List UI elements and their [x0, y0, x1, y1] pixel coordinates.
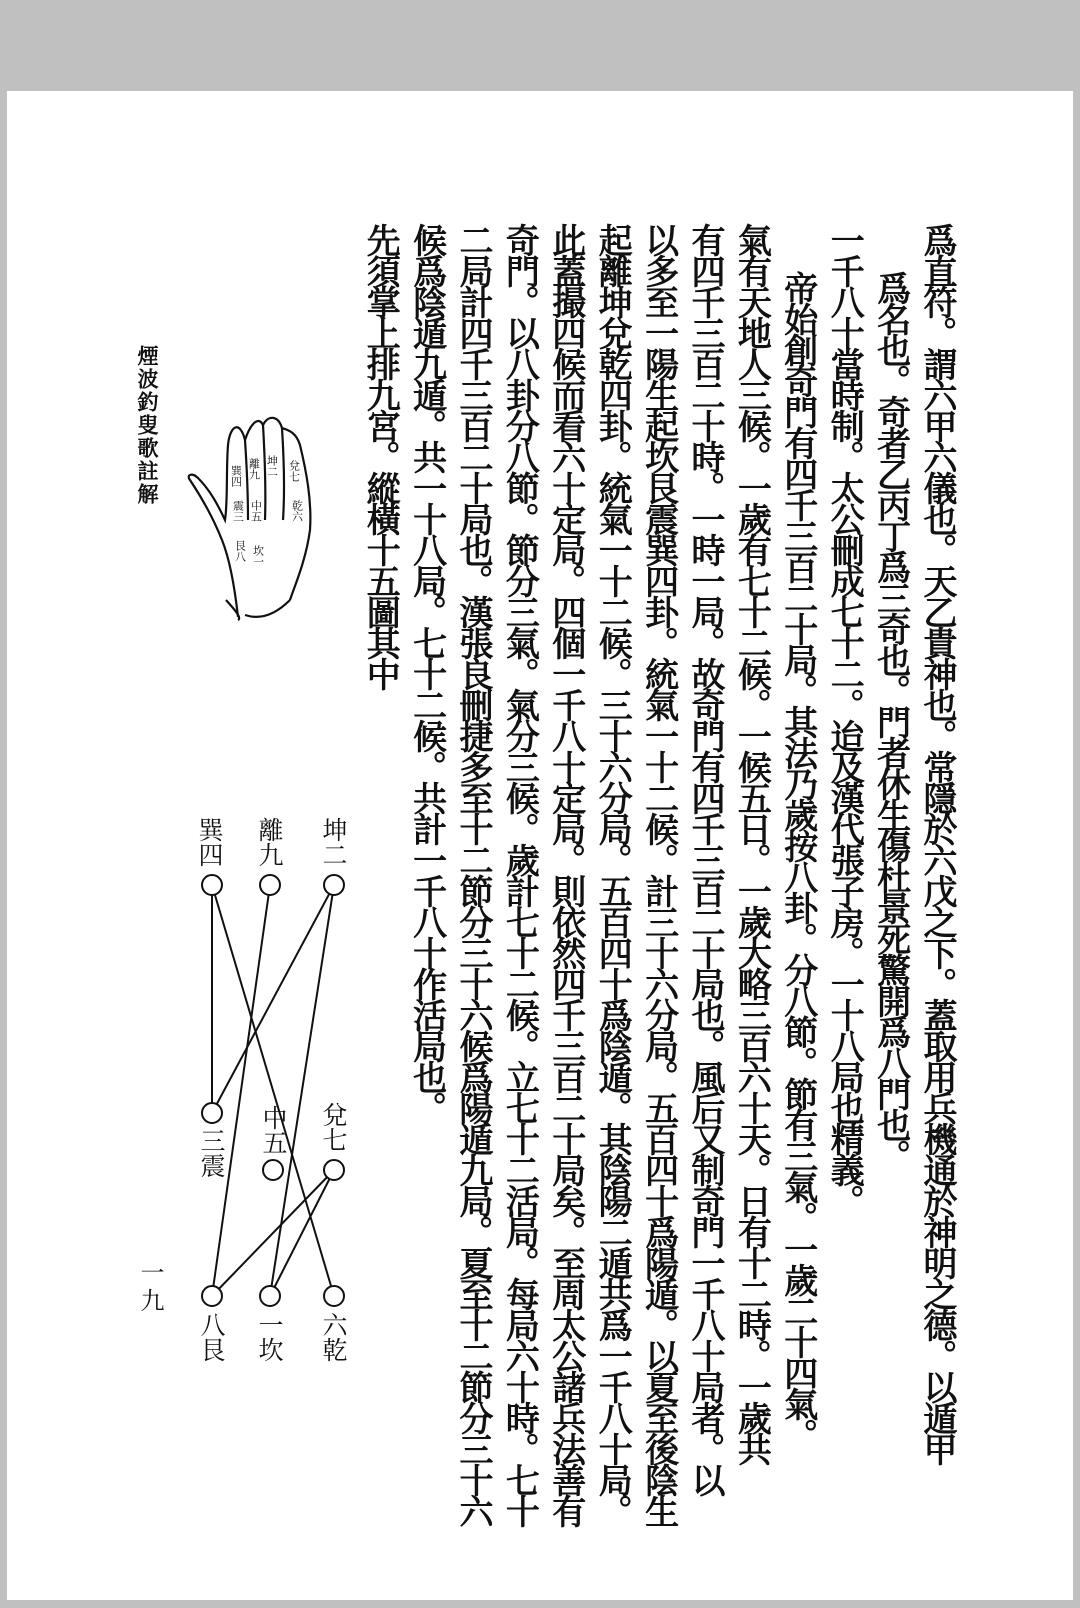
book-page [7, 91, 1073, 1600]
text-column: 爲直符。謂六甲六儀也。天乙貴神也。常隱於六戊之下。蓋取用兵機通於神明之德。以遁甲 [917, 223, 957, 1463]
text-column: 爲名也。奇者乙丙丁爲三奇也。門者休生傷杜景死驚開爲八門也。 [870, 271, 911, 1170]
text-column: 奇門。以八卦分八節。節分三氣。氣分三候。歲計七十二候。立七十二活局。每局六十時。七十 [499, 223, 540, 1525]
text-column: 一千八十當時制。太公刪成七十二。迨及漢代張子房。一十八局也精義。 [824, 223, 865, 1215]
text-column: 二局計四千三百二十局也。漢張良刪捷多至十二節分三十六候爲陽遁九局。夏至十二節分三十六 [453, 223, 493, 1525]
label-zhen3: 三震 [197, 1128, 226, 1178]
text-column: 以多至一陽生起坎艮震巽四卦。統氣一十二候。計三十六分局。五百四十爲陽遁。以夏至後陰生 [638, 223, 679, 1525]
text-column: 起離坤兌乾四卦。統氣一十二候。三十六分局。五百四十爲陰遁。其陰陽二遁共爲一千八十局。 [592, 223, 633, 1525]
book-title: 煙波釣叟歌註解 [135, 345, 160, 506]
label-gen8: 八艮 [197, 1312, 226, 1362]
text-column: 此蓋撮四候而看六十定局。四個一千八十定局。則依然四千三百二十局矣。至周太公諸兵法善有 [545, 223, 586, 1525]
text-column: 先須掌上排九宮。縱橫十五圖其中 [360, 223, 401, 688]
hand-label-qian6: 乾六 [290, 500, 304, 522]
label-kan1: 一坎 [255, 1312, 284, 1362]
label-kun2: 坤二 [319, 817, 348, 867]
label-dui7: 兌七 [319, 1102, 348, 1152]
text-column: 氣有天地人三候。一歲有七十二候。一候五日。一歲大略三百六十天。日有十二時。一歲共 [731, 223, 772, 1463]
hand-label-li9: 離九 [247, 458, 261, 480]
text-column: 候爲陰遁九遁。共一十八局。七十二候。共計一千八十作活局也。 [406, 223, 447, 1122]
hand-label-kan1: 坎一 [251, 545, 265, 567]
label-zhong5: 中五 [259, 1105, 288, 1155]
hand-label-kun2: 坤二 [265, 455, 279, 477]
hand-label-xun4: 巽四 [229, 465, 243, 487]
hand-label-zhong5: 中五 [249, 500, 263, 522]
label-xun4: 巽四 [195, 817, 224, 867]
hand-label-dui7: 兌七 [287, 460, 301, 482]
text-column: 帝始創奇門有四千三百二十局。其法乃歲按八卦。分八節。節有三氣。一歲二十四氣。 [777, 271, 818, 1449]
hand-label-zhen3: 震三 [231, 500, 245, 522]
label-li9: 離九 [255, 817, 284, 867]
label-qian6: 六乾 [319, 1312, 348, 1362]
page-number: 一九 [136, 1260, 164, 1316]
hand-label-gen8: 艮八 [233, 540, 247, 562]
text-column: 有四千三百二十時。一時一局。故奇門有四千三百二十局也。風后又制奇門一千八十局者。以 [685, 223, 725, 1494]
